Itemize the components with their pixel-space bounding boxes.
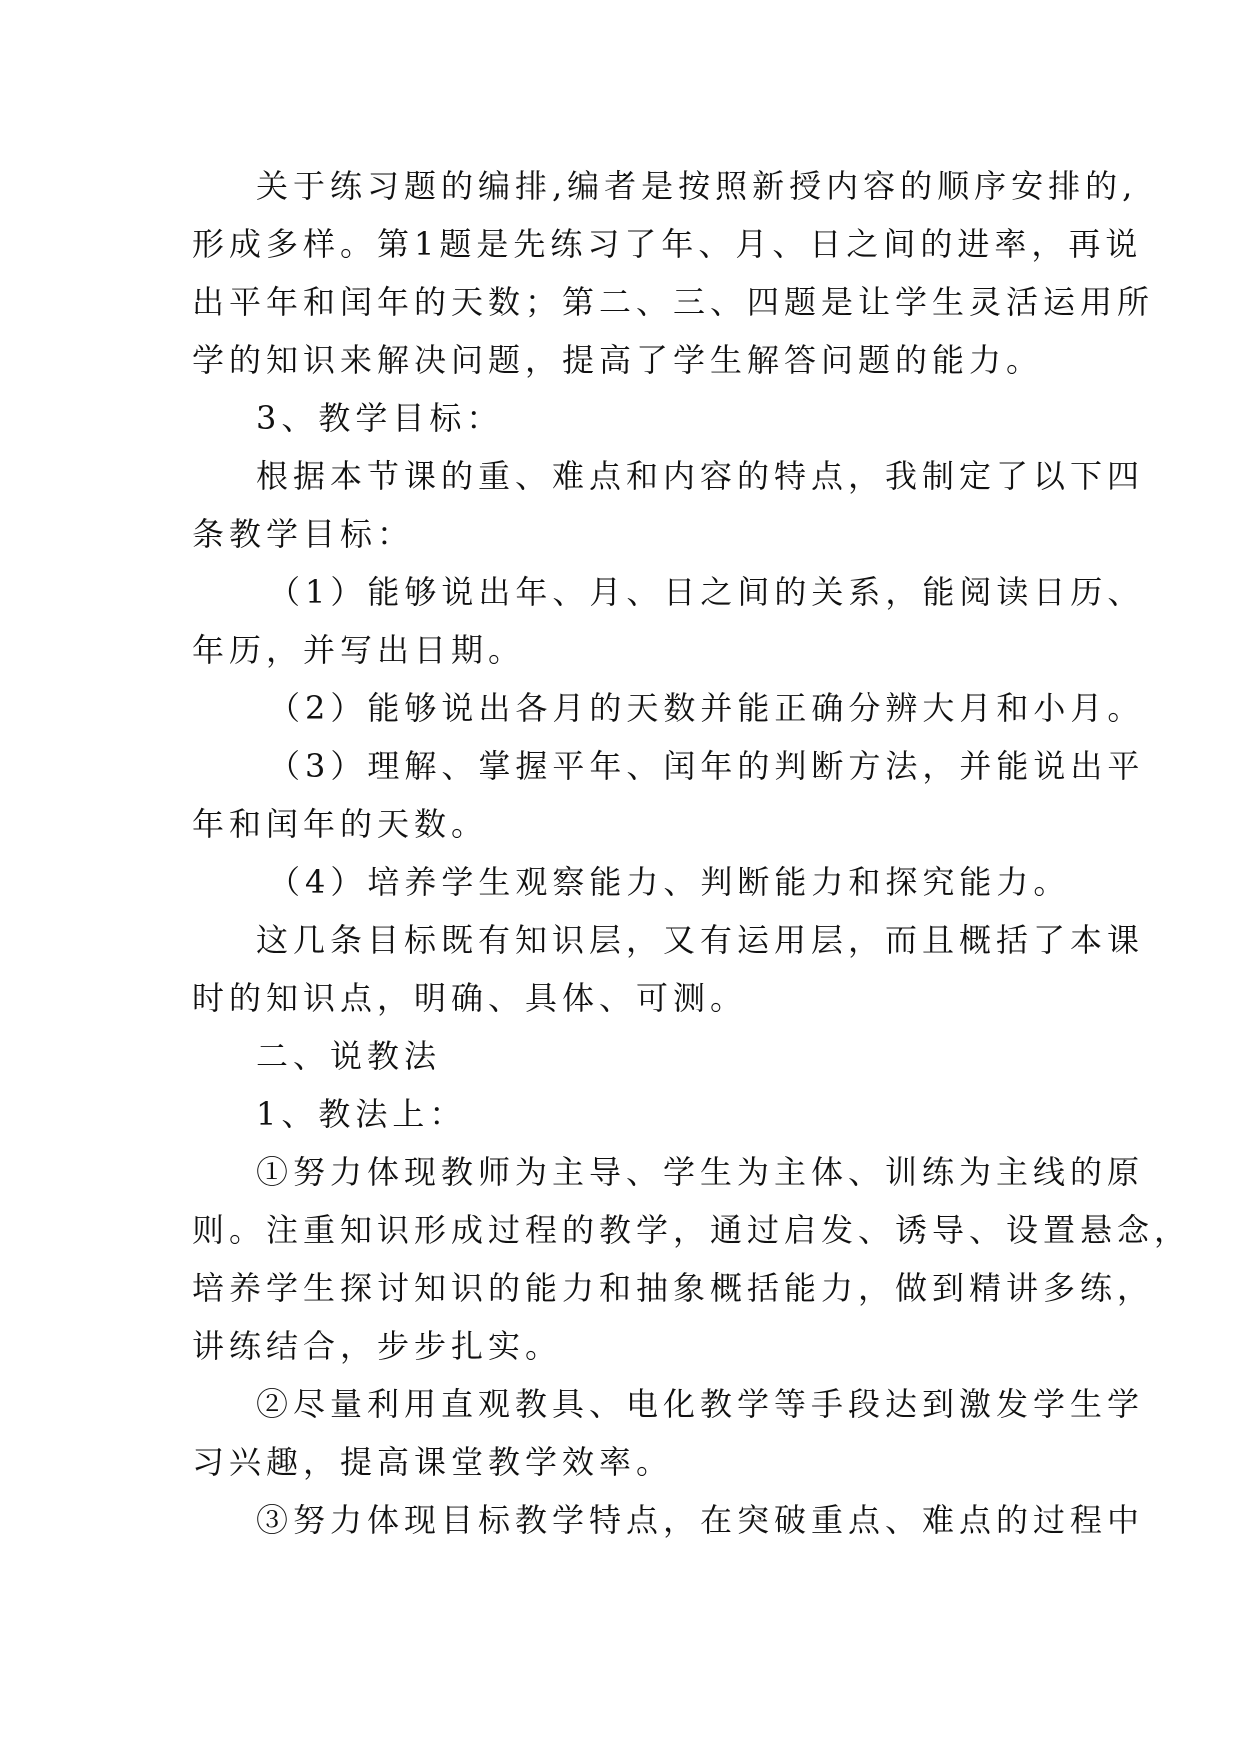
text-line: 出平年和闰年的天数；第二、三、四题是让学生灵活运用所 <box>192 283 1155 321</box>
text-line: 年历，并写出日期。 <box>192 631 526 669</box>
text-line: 关于练习题的编排,编者是按照新授内容的顺序安排的, <box>256 167 1138 205</box>
text-line: 年和闰年的天数。 <box>192 805 489 843</box>
section-heading: 二、说教法 <box>256 1037 442 1075</box>
list-item: ①努力体现教师为主导、学生为主体、训练为主线的原 <box>256 1153 1145 1191</box>
text-line: 形成多样。第1题是先练习了年、月、日之间的进率，再说 <box>192 225 1143 263</box>
list-item: ②尽量利用直观教具、电化教学等手段达到激发学生学 <box>256 1385 1145 1423</box>
text-line: 条教学目标： <box>192 515 415 553</box>
text-line: 讲练结合，步步扎实。 <box>192 1327 563 1365</box>
section-heading: 3、教学目标： <box>256 399 504 437</box>
list-item: （3）理解、掌握平年、闰年的判断方法，并能说出平 <box>268 747 1145 785</box>
text-line: 时的知识点，明确、具体、可测。 <box>192 979 748 1017</box>
text-line: 习兴趣，提高课堂教学效率。 <box>192 1443 674 1481</box>
text-line: 培养学生探讨知识的能力和抽象概括能力，做到精讲多练， <box>192 1269 1155 1307</box>
text-line: 则。注重知识形成过程的教学，通过启发、诱导、设置悬念， <box>192 1211 1192 1249</box>
section-heading: 1、教法上： <box>256 1095 467 1133</box>
list-item: ③努力体现目标教学特点，在突破重点、难点的过程中 <box>256 1501 1145 1539</box>
list-item: （1）能够说出年、月、日之间的关系，能阅读日历、 <box>268 573 1145 611</box>
list-item: （2）能够说出各月的天数并能正确分辨大月和小月。 <box>268 689 1145 727</box>
list-item: （4）培养学生观察能力、判断能力和探究能力。 <box>268 863 1071 901</box>
text-line: 学的知识来解决问题，提高了学生解答问题的能力。 <box>192 341 1044 379</box>
text-line: 根据本节课的重、难点和内容的特点，我制定了以下四 <box>256 457 1145 495</box>
text-line: 这几条目标既有知识层，又有运用层，而且概括了本课 <box>256 921 1145 959</box>
